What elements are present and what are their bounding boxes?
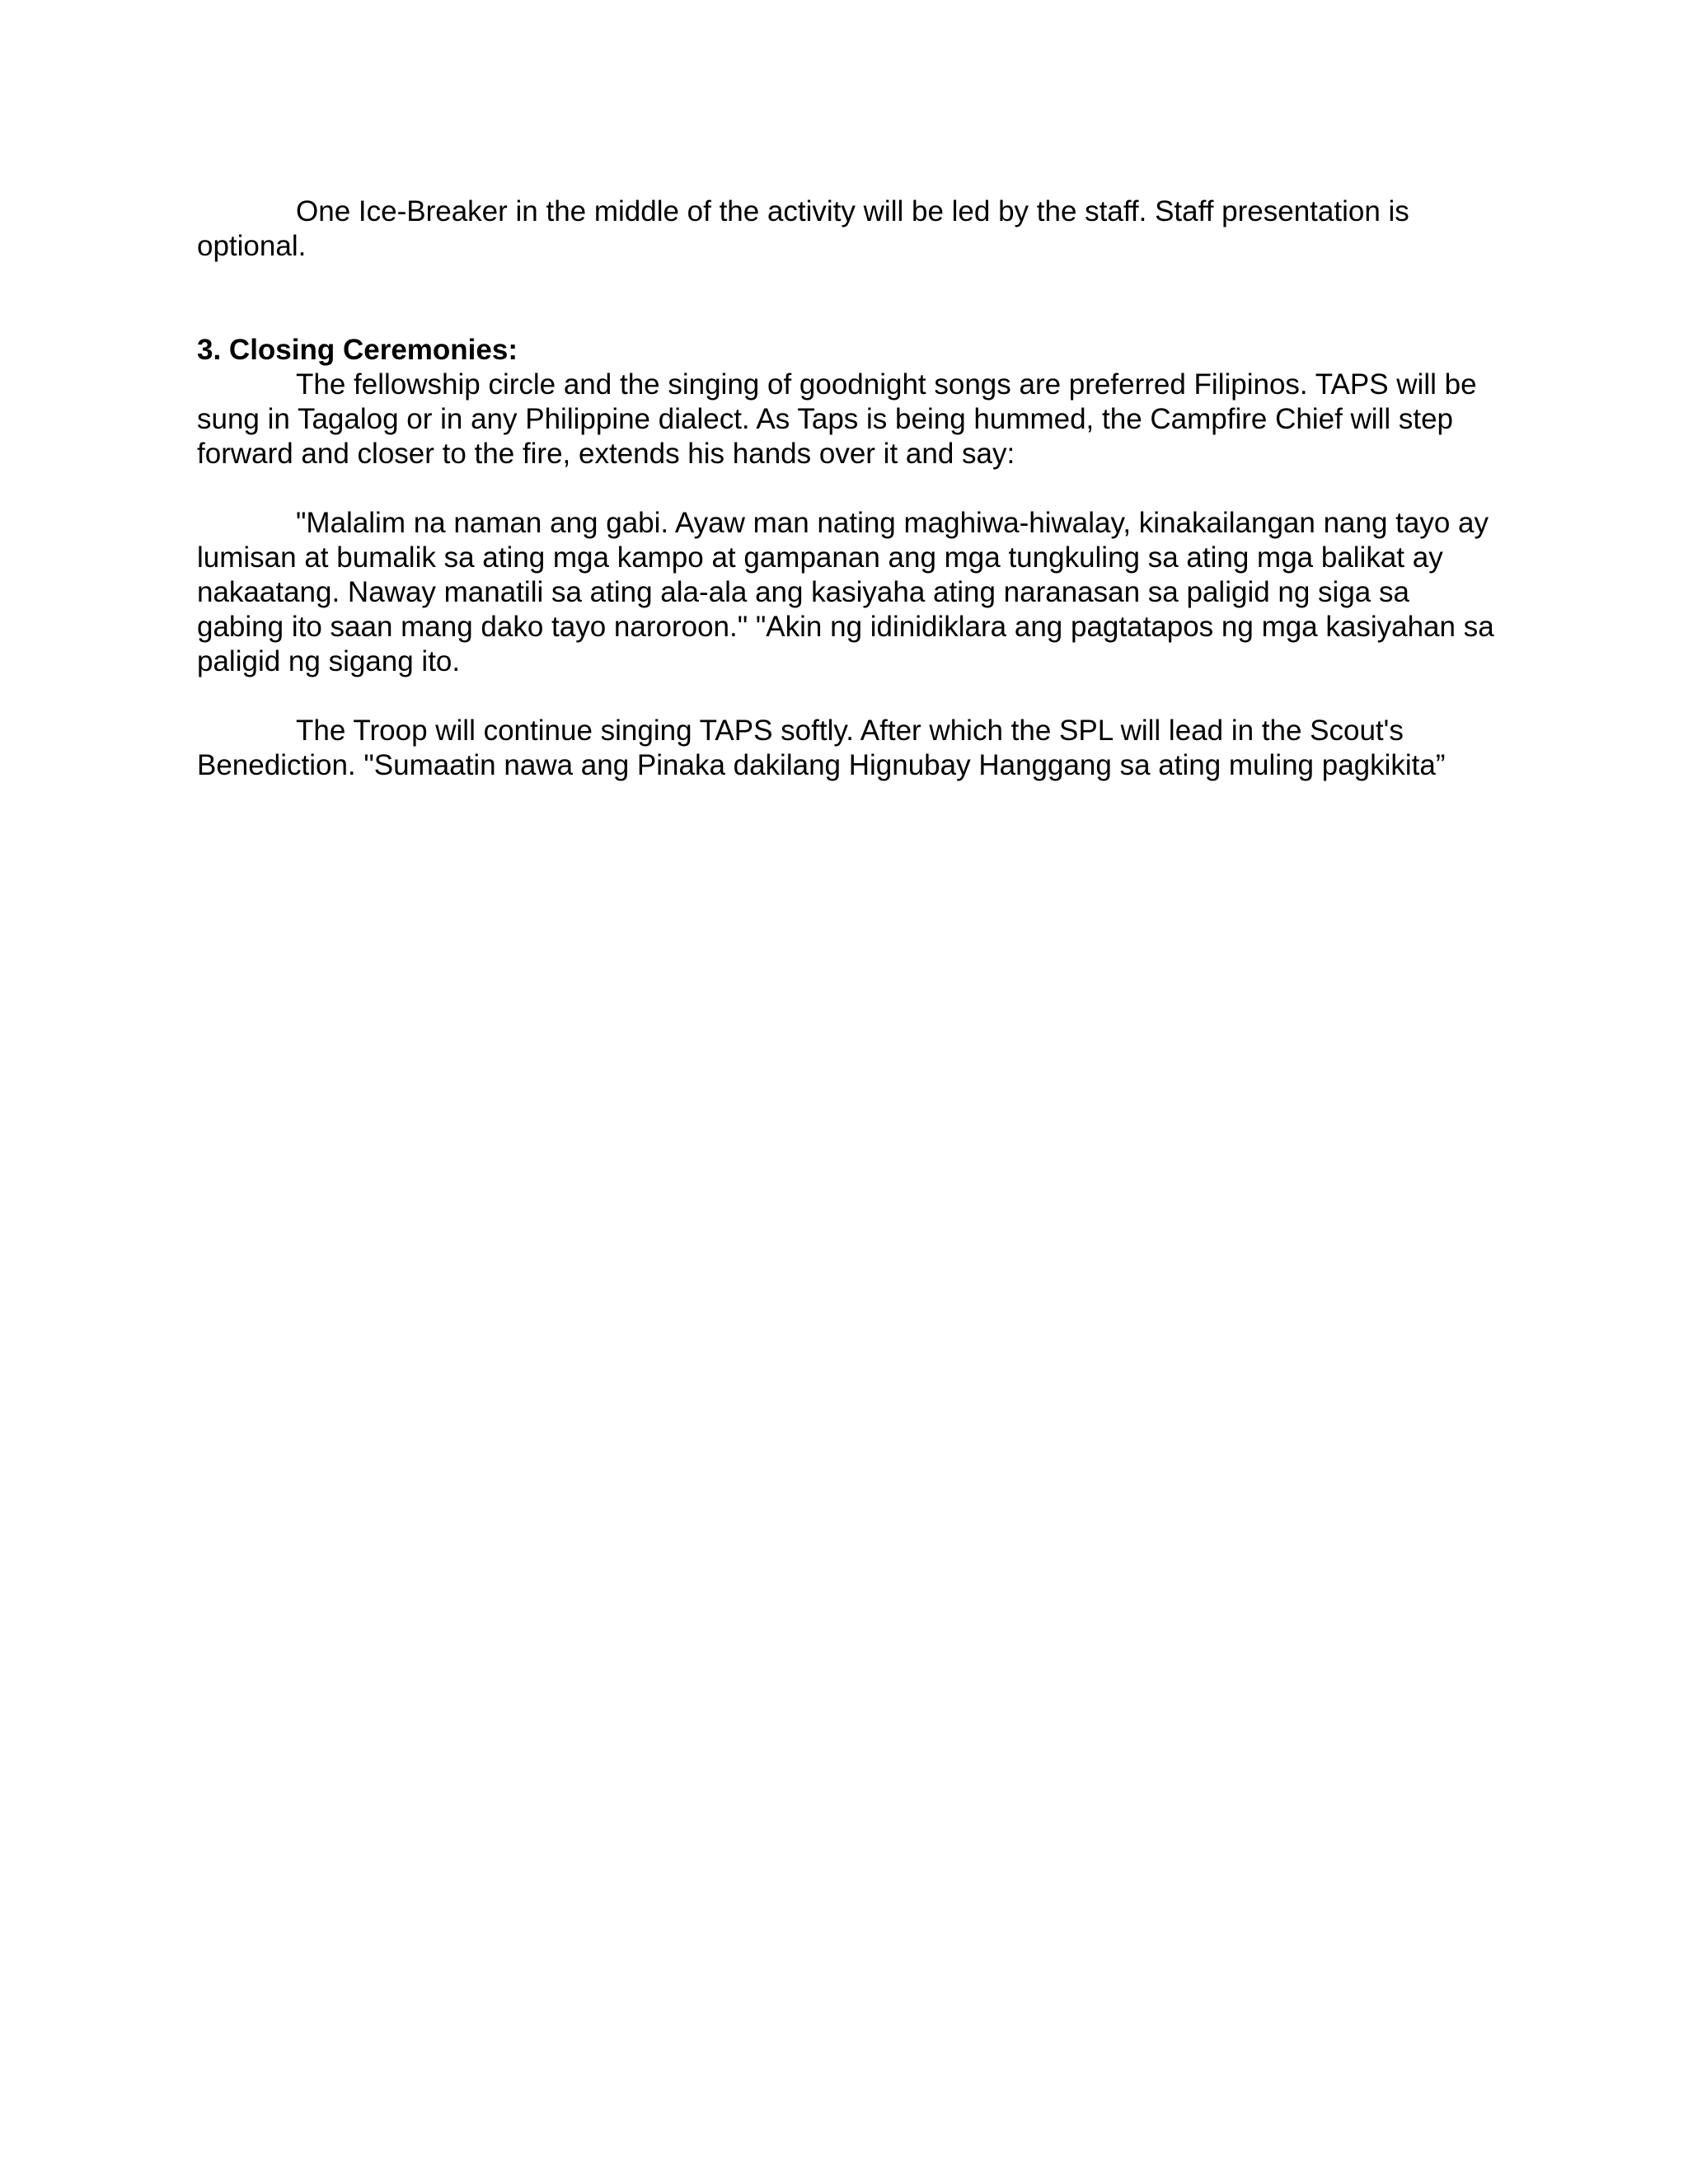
paragraph-icebreaker: One Ice-Breaker in the middle of the activity will be led by the staff. Staff presentation is optional. bbox=[197, 195, 1409, 262]
section-heading-closing-ceremonies: 3. Closing Ceremonies: bbox=[197, 334, 518, 366]
spacer bbox=[197, 679, 1499, 714]
paragraph-fellowship: The fellowship circle and the singing of goodnight songs are preferred Filipinos. TAPS will be sung in Tagalog or in any Philippine dialect. As Taps is being hummed, the Campfire Chief will step forward and closer to the fire, extends his hands over it and say: bbox=[197, 368, 1477, 470]
document-body bbox=[197, 194, 1499, 783]
spacer bbox=[197, 471, 1499, 506]
paragraph-troop-benediction: The Troop will continue singing TAPS softly. After which the SPL will lead in the Scout's Benediction. "Sumaatin nawa ang Pinaka dakilang Hignubay Hanggang sa ating muling pagkikita” bbox=[197, 715, 1446, 781]
spacer bbox=[197, 264, 1499, 333]
paragraph-campfire-speech: "Malalim na naman ang gabi. Ayaw man nating maghiwa-hiwalay, kinakailangan nang tayo ay lumisan at bumalik sa ating mga kampo at gampanan ang mga tungkuling sa ating mga balikat ay nakaatang. Naway manatili sa ating ala-ala ang kasiyaha ating naranasan sa paligid ng siga sa gabing ito saan mang dako tayo naroroon." "Akin ng idinidiklara ang pagtatapos ng mga kasiyahan sa paligid ng sigang ito. bbox=[197, 507, 1494, 677]
